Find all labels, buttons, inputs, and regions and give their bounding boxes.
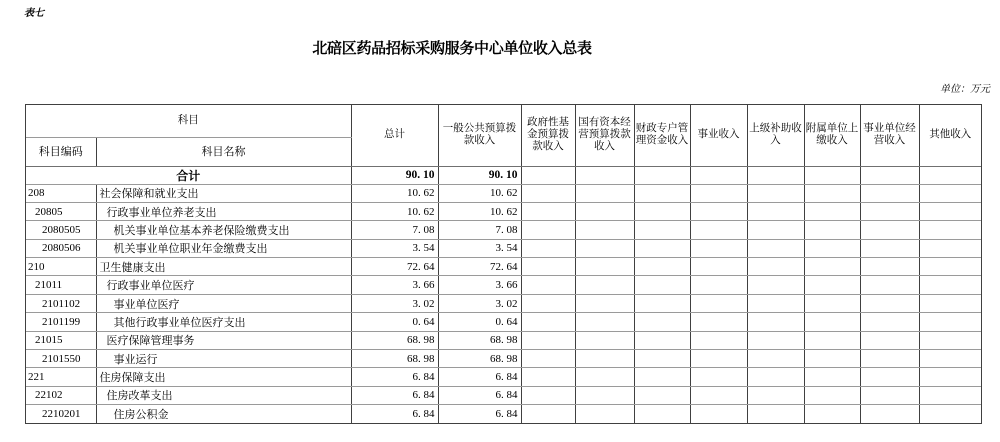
empty-value-cell bbox=[860, 166, 919, 184]
empty-value-cell bbox=[634, 294, 690, 312]
empty-value-cell bbox=[634, 405, 690, 423]
empty-value-cell bbox=[521, 405, 575, 423]
empty-value-cell bbox=[860, 221, 919, 239]
header-col-general-public-budget-income: 一般公共预算拨款收入 bbox=[438, 105, 521, 166]
subject-name-cell: 行政事业单位医疗 bbox=[96, 276, 351, 294]
empty-value-cell bbox=[919, 184, 981, 202]
empty-value-cell bbox=[634, 386, 690, 404]
general-budget-value-cell: 72. 64 bbox=[438, 258, 521, 276]
subject-code-cell: 21015 bbox=[26, 331, 96, 349]
empty-value-cell bbox=[747, 221, 804, 239]
grand-total-value: 90. 10 bbox=[351, 166, 438, 184]
income-table-frame bbox=[25, 104, 982, 424]
empty-value-cell bbox=[747, 368, 804, 386]
empty-value-cell bbox=[521, 184, 575, 202]
empty-value-cell bbox=[575, 184, 634, 202]
empty-value-cell bbox=[634, 368, 690, 386]
empty-value-cell bbox=[747, 294, 804, 312]
empty-value-cell bbox=[804, 239, 860, 257]
empty-value-cell bbox=[690, 386, 747, 404]
empty-value-cell bbox=[634, 276, 690, 294]
general-budget-value-cell: 6. 84 bbox=[438, 368, 521, 386]
total-value-cell: 72. 64 bbox=[351, 258, 438, 276]
empty-value-cell bbox=[860, 184, 919, 202]
header-col-subordinate-remittance-income: 附属单位上缴收入 bbox=[804, 105, 860, 166]
header-subject-code: 科目编码 bbox=[26, 137, 96, 166]
empty-value-cell bbox=[575, 294, 634, 312]
table-row bbox=[26, 258, 981, 276]
empty-value-cell bbox=[690, 239, 747, 257]
empty-value-cell bbox=[575, 258, 634, 276]
empty-value-cell bbox=[804, 202, 860, 220]
total-value-cell: 3. 66 bbox=[351, 276, 438, 294]
empty-value-cell bbox=[747, 276, 804, 294]
subject-code-cell: 208 bbox=[26, 184, 96, 202]
table-row bbox=[26, 405, 981, 423]
subject-name-cell: 事业单位医疗 bbox=[96, 294, 351, 312]
subject-code-cell: 2210201 bbox=[26, 405, 96, 423]
empty-value-cell bbox=[919, 405, 981, 423]
subject-name-cell: 行政事业单位养老支出 bbox=[96, 202, 351, 220]
empty-value-cell bbox=[919, 276, 981, 294]
empty-value-cell bbox=[690, 258, 747, 276]
empty-value-cell bbox=[690, 202, 747, 220]
table-row bbox=[26, 239, 981, 257]
empty-value-cell bbox=[747, 258, 804, 276]
subject-name-cell: 医疗保障管理事务 bbox=[96, 331, 351, 349]
empty-value-cell bbox=[575, 313, 634, 331]
empty-value-cell bbox=[690, 350, 747, 368]
table-row bbox=[26, 221, 981, 239]
empty-value-cell bbox=[860, 258, 919, 276]
empty-value-cell bbox=[747, 386, 804, 404]
subject-code-cell: 221 bbox=[26, 368, 96, 386]
total-value-cell: 68. 98 bbox=[351, 350, 438, 368]
total-value-cell: 6. 84 bbox=[351, 368, 438, 386]
empty-value-cell bbox=[634, 221, 690, 239]
empty-value-cell bbox=[804, 258, 860, 276]
subject-name-cell: 机关事业单位基本养老保险缴费支出 bbox=[96, 221, 351, 239]
empty-value-cell bbox=[634, 239, 690, 257]
subject-code-cell: 2101102 bbox=[26, 294, 96, 312]
header-col-operating-income: 事业收入 bbox=[690, 105, 747, 166]
total-value-cell: 0. 64 bbox=[351, 313, 438, 331]
unit-note: 单位：万元 bbox=[940, 84, 990, 95]
empty-value-cell bbox=[575, 276, 634, 294]
page-title: 北碚区药品招标采购服务中心单位收入总表 bbox=[312, 40, 592, 57]
empty-value-cell bbox=[521, 221, 575, 239]
total-value-cell: 3. 02 bbox=[351, 294, 438, 312]
table-row bbox=[26, 313, 981, 331]
empty-value-cell bbox=[860, 202, 919, 220]
empty-value-cell bbox=[804, 386, 860, 404]
empty-value-cell bbox=[804, 331, 860, 349]
empty-value-cell bbox=[521, 294, 575, 312]
subject-code-cell: 2101550 bbox=[26, 350, 96, 368]
empty-value-cell bbox=[690, 294, 747, 312]
subject-name-cell: 事业运行 bbox=[96, 350, 351, 368]
empty-value-cell bbox=[521, 239, 575, 257]
empty-value-cell bbox=[747, 184, 804, 202]
empty-value-cell bbox=[804, 313, 860, 331]
empty-value-cell bbox=[804, 294, 860, 312]
header-col-superior-subsidy-income: 上级补助收入 bbox=[747, 105, 804, 166]
empty-value-cell bbox=[860, 368, 919, 386]
empty-value-cell bbox=[575, 350, 634, 368]
header-subject-name: 科目名称 bbox=[96, 137, 351, 166]
total-value-cell: 7. 08 bbox=[351, 221, 438, 239]
header-col-other-income: 其他收入 bbox=[919, 105, 981, 166]
empty-value-cell bbox=[860, 386, 919, 404]
empty-value-cell bbox=[690, 166, 747, 184]
general-budget-value-cell: 10. 62 bbox=[438, 202, 521, 220]
empty-value-cell bbox=[860, 405, 919, 423]
empty-value-cell bbox=[919, 202, 981, 220]
general-budget-value-cell: 6. 84 bbox=[438, 405, 521, 423]
empty-value-cell bbox=[860, 239, 919, 257]
header-col-grand-total: 总计 bbox=[351, 105, 438, 166]
empty-value-cell bbox=[521, 368, 575, 386]
income-summary-table bbox=[26, 105, 981, 423]
empty-value-cell bbox=[575, 221, 634, 239]
subject-code-cell: 22102 bbox=[26, 386, 96, 404]
empty-value-cell bbox=[634, 202, 690, 220]
subject-code-cell: 20805 bbox=[26, 202, 96, 220]
empty-value-cell bbox=[860, 276, 919, 294]
empty-value-cell bbox=[521, 313, 575, 331]
general-budget-value-cell: 6. 84 bbox=[438, 386, 521, 404]
header-subject-group: 科目 bbox=[26, 105, 351, 137]
subject-name-cell: 卫生健康支出 bbox=[96, 258, 351, 276]
general-budget-value-cell: 0. 64 bbox=[438, 313, 521, 331]
total-value-cell: 10. 62 bbox=[351, 202, 438, 220]
table-row bbox=[26, 276, 981, 294]
total-value-cell: 6. 84 bbox=[351, 405, 438, 423]
empty-value-cell bbox=[919, 350, 981, 368]
table-row bbox=[26, 294, 981, 312]
empty-value-cell bbox=[804, 221, 860, 239]
subject-name-cell: 社会保障和就业支出 bbox=[96, 184, 351, 202]
table-row bbox=[26, 331, 981, 349]
empty-value-cell bbox=[860, 331, 919, 349]
empty-value-cell bbox=[747, 313, 804, 331]
total-value-cell: 3. 54 bbox=[351, 239, 438, 257]
empty-value-cell bbox=[804, 350, 860, 368]
empty-value-cell bbox=[690, 313, 747, 331]
total-value-cell: 6. 84 bbox=[351, 386, 438, 404]
empty-value-cell bbox=[690, 276, 747, 294]
empty-value-cell bbox=[804, 184, 860, 202]
empty-value-cell bbox=[747, 350, 804, 368]
subject-name-cell: 其他行政事业单位医疗支出 bbox=[96, 313, 351, 331]
empty-value-cell bbox=[919, 313, 981, 331]
subject-code-cell: 2080506 bbox=[26, 239, 96, 257]
empty-value-cell bbox=[521, 258, 575, 276]
empty-value-cell bbox=[634, 350, 690, 368]
table-row bbox=[26, 202, 981, 220]
table-number-label: 表七 bbox=[24, 8, 44, 19]
empty-value-cell bbox=[521, 202, 575, 220]
general-budget-value-cell: 10. 62 bbox=[438, 184, 521, 202]
general-budget-value-cell: 3. 54 bbox=[438, 239, 521, 257]
empty-value-cell bbox=[634, 258, 690, 276]
general-budget-value-cell: 68. 98 bbox=[438, 350, 521, 368]
general-budget-value-cell: 7. 08 bbox=[438, 221, 521, 239]
empty-value-cell bbox=[919, 386, 981, 404]
empty-value-cell bbox=[860, 313, 919, 331]
empty-value-cell bbox=[804, 276, 860, 294]
empty-value-cell bbox=[804, 166, 860, 184]
subject-name-cell: 住房保障支出 bbox=[96, 368, 351, 386]
empty-value-cell bbox=[747, 166, 804, 184]
subject-name-cell: 机关事业单位职业年金缴费支出 bbox=[96, 239, 351, 257]
header-col-state-capital-budget-income: 国有资本经营预算拨款收入 bbox=[575, 105, 634, 166]
empty-value-cell bbox=[575, 166, 634, 184]
empty-value-cell bbox=[575, 368, 634, 386]
subject-code-cell: 2101199 bbox=[26, 313, 96, 331]
empty-value-cell bbox=[521, 331, 575, 349]
empty-value-cell bbox=[804, 368, 860, 386]
header-row-1 bbox=[26, 105, 981, 137]
empty-value-cell bbox=[747, 331, 804, 349]
header-col-institution-business-income: 事业单位经营收入 bbox=[860, 105, 919, 166]
subject-code-cell: 210 bbox=[26, 258, 96, 276]
empty-value-cell bbox=[919, 166, 981, 184]
grand-total-row bbox=[26, 166, 981, 184]
subject-name-cell: 住房改革支出 bbox=[96, 386, 351, 404]
table-row bbox=[26, 386, 981, 404]
empty-value-cell bbox=[747, 239, 804, 257]
empty-value-cell bbox=[919, 221, 981, 239]
empty-value-cell bbox=[575, 405, 634, 423]
empty-value-cell bbox=[919, 239, 981, 257]
empty-value-cell bbox=[919, 258, 981, 276]
empty-value-cell bbox=[690, 368, 747, 386]
empty-value-cell bbox=[919, 331, 981, 349]
empty-value-cell bbox=[575, 386, 634, 404]
empty-value-cell bbox=[521, 166, 575, 184]
empty-value-cell bbox=[521, 350, 575, 368]
empty-value-cell bbox=[690, 331, 747, 349]
table-row bbox=[26, 350, 981, 368]
empty-value-cell bbox=[521, 276, 575, 294]
empty-value-cell bbox=[575, 331, 634, 349]
general-budget-value-cell: 68. 98 bbox=[438, 331, 521, 349]
header-col-government-fund-budget-income: 政府性基金预算拨款收入 bbox=[521, 105, 575, 166]
empty-value-cell bbox=[860, 294, 919, 312]
empty-value-cell bbox=[521, 386, 575, 404]
empty-value-cell bbox=[634, 331, 690, 349]
empty-value-cell bbox=[804, 405, 860, 423]
empty-value-cell bbox=[747, 405, 804, 423]
header-col-fiscal-special-account-income: 财政专户管理资金收入 bbox=[634, 105, 690, 166]
empty-value-cell bbox=[634, 313, 690, 331]
table-row bbox=[26, 184, 981, 202]
empty-value-cell bbox=[575, 239, 634, 257]
empty-value-cell bbox=[919, 368, 981, 386]
table-row bbox=[26, 368, 981, 386]
total-value-cell: 68. 98 bbox=[351, 331, 438, 349]
grand-total-general-budget-value: 90. 10 bbox=[438, 166, 521, 184]
empty-value-cell bbox=[634, 166, 690, 184]
subject-code-cell: 2080505 bbox=[26, 221, 96, 239]
empty-value-cell bbox=[747, 202, 804, 220]
general-budget-value-cell: 3. 02 bbox=[438, 294, 521, 312]
empty-value-cell bbox=[919, 294, 981, 312]
empty-value-cell bbox=[690, 405, 747, 423]
empty-value-cell bbox=[575, 202, 634, 220]
empty-value-cell bbox=[634, 184, 690, 202]
empty-value-cell bbox=[690, 184, 747, 202]
subject-name-cell: 住房公积金 bbox=[96, 405, 351, 423]
empty-value-cell bbox=[860, 350, 919, 368]
subject-code-cell: 21011 bbox=[26, 276, 96, 294]
total-value-cell: 10. 62 bbox=[351, 184, 438, 202]
general-budget-value-cell: 3. 66 bbox=[438, 276, 521, 294]
empty-value-cell bbox=[690, 221, 747, 239]
grand-total-label: 合计 bbox=[26, 166, 351, 184]
